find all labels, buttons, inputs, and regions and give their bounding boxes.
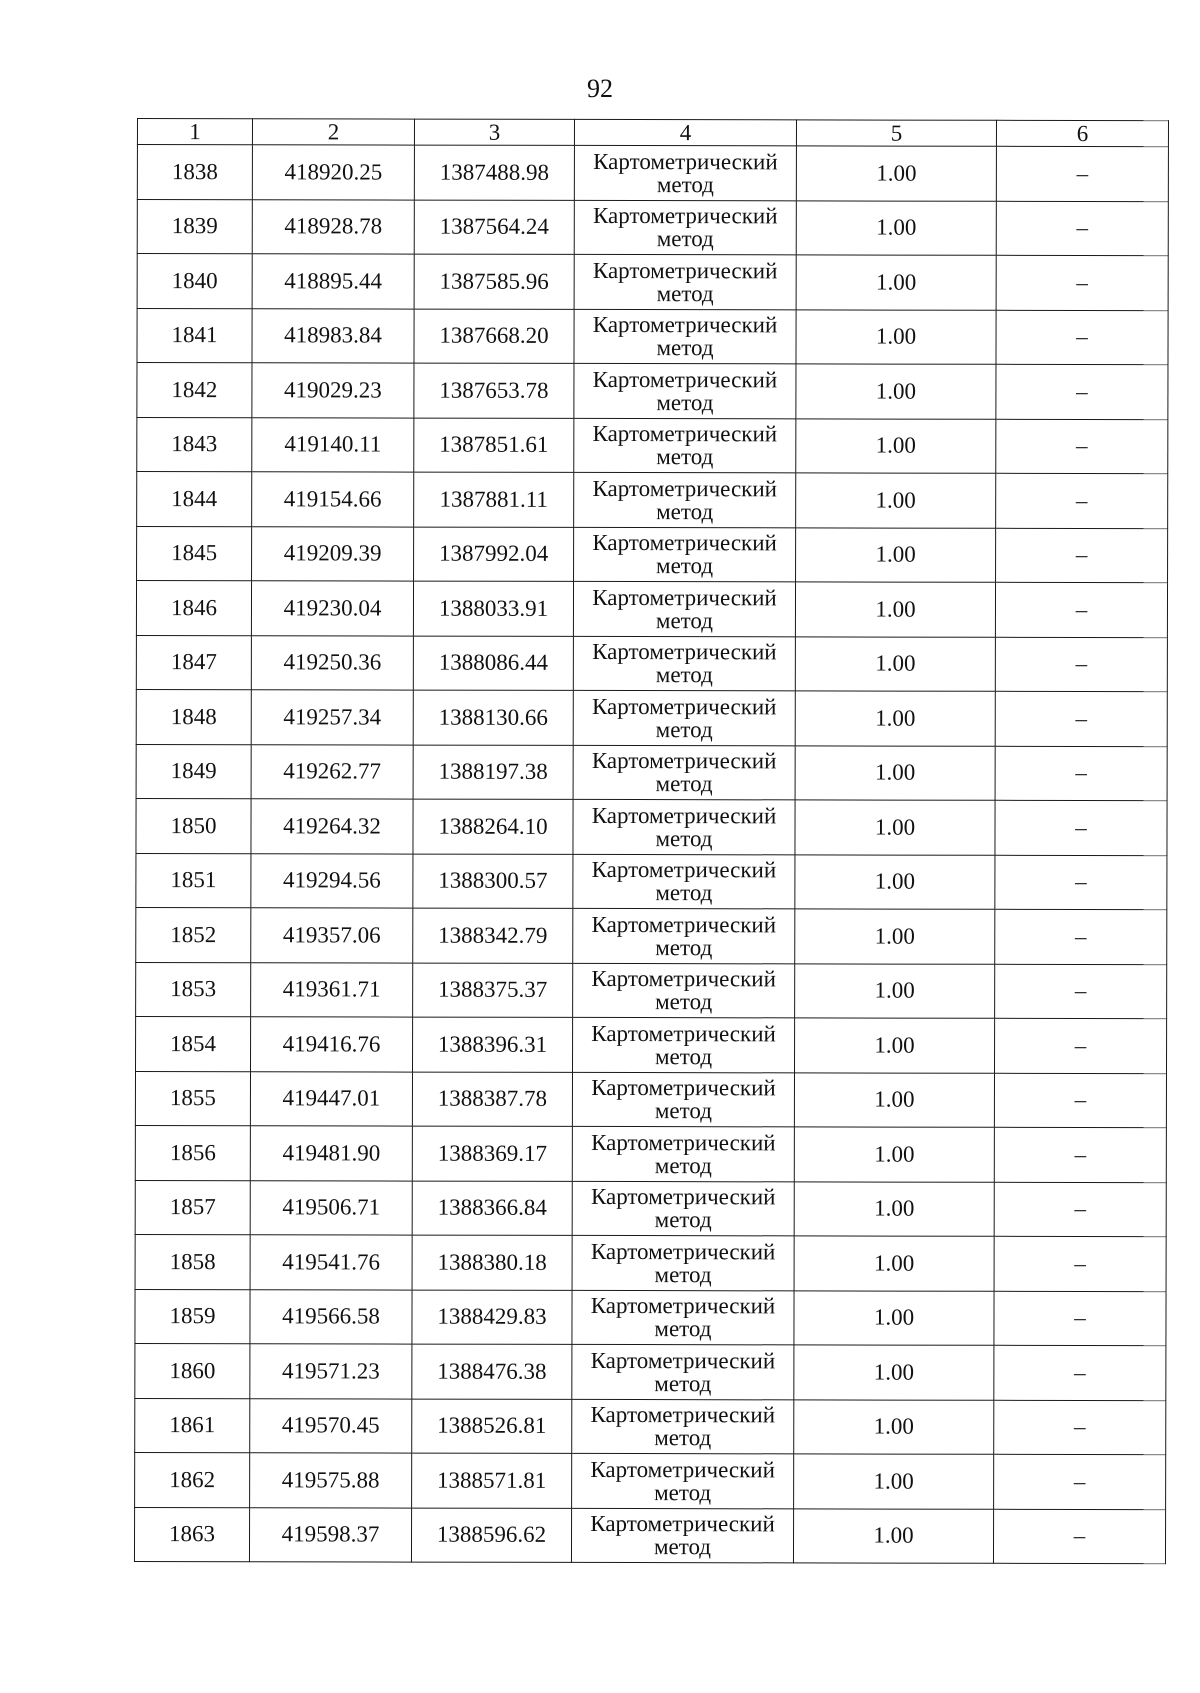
accuracy-cell: 1.00 [794, 1127, 994, 1182]
note-cell: – [995, 964, 1167, 1019]
y-coordinate-cell: 1387881.11 [414, 472, 574, 527]
method-label-line2: метод [654, 1316, 712, 1342]
y-coordinate-cell: 1387488.98 [414, 145, 574, 200]
x-coordinate-cell: 419294.56 [251, 853, 413, 908]
method-cell [572, 1126, 794, 1181]
note-cell: – [996, 201, 1168, 256]
y-coordinate-cell: 1388380.18 [412, 1235, 572, 1290]
note-cell: – [996, 528, 1168, 583]
y-coordinate-cell: 1388369.17 [412, 1126, 572, 1181]
method-cell [572, 1399, 794, 1454]
method-cell [574, 254, 796, 309]
accuracy-cell: 1.00 [793, 1508, 993, 1563]
point-number-cell: 1848 [136, 689, 251, 744]
method-cell [574, 472, 796, 527]
x-coordinate-cell: 419416.76 [251, 1017, 413, 1072]
y-coordinate-cell: 1388300.57 [413, 854, 573, 909]
accuracy-cell: 1.00 [795, 854, 995, 909]
accuracy-cell: 1.00 [794, 1290, 994, 1345]
method-label-line1: Картометрический [590, 1184, 776, 1210]
point-number-cell: 1857 [135, 1180, 250, 1235]
table-row [137, 145, 1168, 202]
point-number-cell: 1845 [137, 526, 252, 581]
method-label-line1: Картометрический [591, 857, 777, 883]
method-cell [574, 363, 796, 418]
method-label-line1: Картометрический [591, 1129, 776, 1156]
y-coordinate-cell: 1388197.38 [413, 745, 573, 800]
method-label-line1: Картометрический [590, 1402, 776, 1428]
table-row [136, 635, 1167, 692]
point-number-cell: 1840 [137, 254, 252, 309]
method-label-line2: метод [654, 1425, 712, 1451]
method-cell [571, 1508, 793, 1563]
note-cell: – [994, 1127, 1166, 1182]
accuracy-cell: 1.00 [795, 800, 995, 855]
y-coordinate-cell: 1388033.91 [413, 581, 573, 636]
method-cell [574, 200, 796, 255]
y-coordinate-cell: 1387851.61 [414, 418, 574, 473]
point-number-cell: 1838 [137, 145, 252, 200]
accuracy-cell: 1.00 [795, 582, 995, 637]
method-label-line2: метод [655, 989, 713, 1015]
note-cell: – [995, 637, 1167, 692]
method-label-line1: Картометрический [590, 1293, 776, 1319]
point-number-cell: 1853 [136, 962, 251, 1017]
table-row [137, 308, 1168, 365]
y-coordinate-cell: 1387668.20 [414, 309, 574, 364]
point-number-cell: 1859 [135, 1289, 250, 1344]
page-number: 92 [587, 74, 613, 103]
accuracy-cell: 1.00 [795, 636, 995, 691]
table-row [136, 853, 1167, 910]
method-label-line2: метод [656, 280, 714, 306]
method-label-line1: Картометрический [592, 257, 778, 284]
method-label-line2: метод [654, 1479, 712, 1505]
method-cell [573, 963, 795, 1018]
x-coordinate-cell: 419230.04 [251, 581, 413, 636]
method-cell [572, 1344, 794, 1399]
y-coordinate-cell: 1388086.44 [413, 636, 573, 691]
y-coordinate-cell: 1387585.96 [414, 254, 574, 309]
method-cell [572, 1290, 794, 1345]
method-cell [574, 527, 796, 582]
method-label-line1: Картометрический [590, 1238, 776, 1265]
point-number-cell: 1841 [137, 308, 252, 363]
method-label-line2: метод [654, 1152, 712, 1178]
x-coordinate-cell: 419481.90 [250, 1126, 412, 1181]
y-coordinate-cell: 1388571.81 [412, 1453, 572, 1508]
y-coordinate-cell: 1388375.37 [413, 963, 573, 1018]
method-label-line2: метод [656, 553, 714, 579]
y-coordinate-cell: 1388264.10 [413, 799, 573, 854]
method-cell [573, 745, 795, 800]
note-cell: – [994, 1454, 1166, 1509]
method-label-line1: Картометрический [590, 1511, 775, 1537]
method-cell [574, 145, 796, 200]
x-coordinate-cell: 418928.78 [252, 199, 414, 254]
note-cell: – [995, 582, 1167, 637]
x-coordinate-cell: 419541.76 [250, 1235, 412, 1290]
table-row [135, 1452, 1166, 1509]
method-label-line1: Картометрический [591, 1020, 776, 1047]
x-coordinate-cell: 419257.34 [251, 690, 413, 745]
method-cell [573, 581, 795, 636]
x-coordinate-cell: 419361.71 [251, 962, 413, 1017]
method-label-line2: метод [655, 662, 713, 688]
note-cell: – [994, 1182, 1166, 1237]
method-label-line2: метод [655, 607, 714, 633]
method-label-line1: Картометрический [592, 421, 778, 447]
y-coordinate-cell: 1388130.66 [413, 690, 573, 745]
method-label-line2: метод [654, 1261, 712, 1287]
method-label-line1: Картометрический [592, 584, 777, 611]
x-coordinate-cell: 419264.32 [251, 799, 413, 854]
y-coordinate-cell: 1388526.81 [412, 1399, 572, 1454]
method-label-line1: Картометрический [591, 802, 777, 829]
method-label-line2: метод [655, 825, 713, 851]
accuracy-cell: 1.00 [794, 1072, 994, 1127]
y-coordinate-cell: 1388366.84 [412, 1181, 572, 1236]
x-coordinate-cell: 418895.44 [252, 254, 414, 309]
method-cell [573, 854, 795, 909]
method-label-line2: метод [656, 171, 714, 197]
table-row [135, 1071, 1166, 1128]
point-number-cell: 1862 [135, 1452, 250, 1507]
method-cell [572, 1072, 794, 1127]
note-cell: – [996, 310, 1168, 365]
coordinates-table [134, 118, 1169, 1564]
table-row [137, 363, 1168, 420]
table-row [135, 1180, 1166, 1237]
y-coordinate-cell: 1387653.78 [414, 363, 574, 418]
point-number-cell: 1851 [136, 853, 251, 908]
accuracy-cell: 1.00 [796, 527, 996, 582]
note-cell: – [996, 364, 1168, 419]
method-label-line2: метод [656, 335, 714, 361]
column-header-3: 3 [414, 119, 574, 145]
x-coordinate-cell: 419250.36 [251, 635, 413, 690]
method-label-line2: метод [656, 498, 714, 524]
note-cell: – [994, 1291, 1166, 1346]
method-label-line1: Картометрический [590, 1456, 775, 1483]
method-label-line1: Картометрический [592, 312, 778, 338]
x-coordinate-cell: 419262.77 [251, 744, 413, 799]
note-cell: – [994, 1236, 1166, 1291]
x-coordinate-cell: 419571.23 [250, 1344, 412, 1399]
accuracy-cell: 1.00 [794, 1181, 994, 1236]
method-label-line1: Картометрический [590, 1347, 776, 1374]
note-cell: – [995, 1018, 1167, 1073]
accuracy-cell: 1.00 [796, 418, 996, 473]
method-label-line2: метод [654, 1370, 712, 1396]
method-label-line1: Картометрический [592, 530, 777, 556]
note-cell: – [994, 1400, 1166, 1455]
x-coordinate-cell: 418920.25 [252, 145, 414, 200]
method-cell [574, 309, 796, 364]
table-row [137, 254, 1168, 311]
point-number-cell: 1847 [136, 635, 251, 690]
table-row [137, 472, 1168, 529]
method-label-line2: метод [655, 934, 713, 960]
table-row [135, 1125, 1166, 1182]
method-label-line1: Картометрический [592, 475, 778, 502]
point-number-cell: 1846 [136, 581, 251, 636]
x-coordinate-cell: 419570.45 [250, 1398, 412, 1453]
accuracy-cell: 1.00 [796, 309, 996, 364]
y-coordinate-cell: 1387564.24 [414, 200, 574, 255]
method-label-line1: Картометрический [591, 693, 777, 720]
accuracy-cell: 1.00 [796, 200, 996, 255]
note-cell: – [996, 146, 1168, 201]
y-coordinate-cell: 1387992.04 [414, 527, 574, 582]
point-number-cell: 1858 [135, 1234, 250, 1289]
point-number-cell: 1849 [136, 744, 251, 799]
y-coordinate-cell: 1388396.31 [413, 1017, 573, 1072]
accuracy-cell: 1.00 [795, 691, 995, 746]
point-number-cell: 1844 [137, 472, 252, 527]
column-header-2: 2 [252, 119, 414, 145]
x-coordinate-cell: 419598.37 [249, 1507, 411, 1562]
accuracy-cell: 1.00 [794, 1345, 994, 1400]
method-label-line2: метод [654, 1043, 713, 1069]
table-row [136, 689, 1167, 746]
method-label-line1: Картометрический [592, 639, 777, 665]
method-label-line2: метод [655, 716, 713, 742]
method-cell [574, 418, 796, 473]
table-row [136, 581, 1167, 638]
accuracy-cell: 1.00 [795, 1018, 995, 1073]
x-coordinate-cell: 419154.66 [252, 472, 414, 527]
method-label-line2: метод [654, 1207, 712, 1233]
y-coordinate-cell: 1388476.38 [412, 1344, 572, 1399]
x-coordinate-cell: 419209.39 [252, 526, 414, 581]
header-row [137, 119, 1168, 147]
x-coordinate-cell: 419447.01 [250, 1071, 412, 1126]
method-label-line2: метод [656, 389, 714, 415]
table-row [136, 1016, 1167, 1073]
method-label-line1: Картометрический [593, 203, 778, 229]
x-coordinate-cell: 419357.06 [251, 908, 413, 963]
point-number-cell: 1850 [136, 798, 251, 853]
table-row [135, 1289, 1166, 1346]
y-coordinate-cell: 1388429.83 [412, 1290, 572, 1345]
point-number-cell: 1839 [137, 199, 252, 254]
method-label-line1: Картометрический [591, 966, 776, 992]
point-number-cell: 1860 [135, 1343, 250, 1398]
accuracy-cell: 1.00 [796, 364, 996, 419]
point-number-cell: 1842 [137, 363, 252, 418]
note-cell: – [993, 1509, 1165, 1564]
x-coordinate-cell: 419566.58 [250, 1289, 412, 1344]
method-label-line1: Картометрический [591, 911, 777, 938]
method-cell [572, 1235, 794, 1290]
table-body [134, 145, 1168, 1564]
method-cell [572, 1181, 794, 1236]
point-number-cell: 1861 [135, 1398, 250, 1453]
method-label-line2: метод [656, 226, 714, 252]
accuracy-cell: 1.00 [795, 745, 995, 800]
method-cell [573, 908, 795, 963]
accuracy-cell: 1.00 [795, 963, 995, 1018]
method-cell [573, 1017, 795, 1072]
table-row [134, 1507, 1165, 1564]
note-cell: – [995, 691, 1167, 746]
note-cell: – [995, 855, 1167, 910]
accuracy-cell: 1.00 [796, 255, 996, 310]
accuracy-cell: 1.00 [794, 1399, 994, 1454]
point-number-cell: 1843 [137, 417, 252, 472]
accuracy-cell: 1.00 [794, 1236, 994, 1291]
table-row [135, 1234, 1166, 1291]
column-header-1: 1 [137, 119, 252, 145]
column-header-5: 5 [796, 120, 996, 146]
method-cell [573, 799, 795, 854]
note-cell: – [994, 1345, 1166, 1400]
table-row [136, 907, 1167, 964]
point-number-cell: 1855 [135, 1071, 250, 1126]
column-header-4: 4 [574, 119, 796, 145]
table-row [137, 526, 1168, 583]
method-label-line2: метод [653, 1534, 712, 1560]
table-row [137, 199, 1168, 256]
method-label-line1: Картометрический [591, 1075, 776, 1101]
method-cell [572, 1453, 794, 1508]
table-header [137, 119, 1168, 147]
accuracy-cell: 1.00 [794, 1454, 994, 1509]
note-cell: – [995, 800, 1167, 855]
method-label-line2: метод [655, 880, 713, 906]
x-coordinate-cell: 418983.84 [252, 308, 414, 363]
y-coordinate-cell: 1388596.62 [411, 1508, 571, 1563]
method-label-line1: Картометрический [592, 366, 778, 393]
method-label-line2: метод [654, 1098, 712, 1124]
method-label-line2: метод [655, 771, 713, 797]
method-label-line1: Картометрический [593, 148, 778, 175]
method-cell [573, 636, 795, 691]
y-coordinate-cell: 1388342.79 [413, 908, 573, 963]
note-cell: – [995, 909, 1167, 964]
table-row [136, 962, 1167, 1019]
table-row [136, 744, 1167, 801]
y-coordinate-cell: 1388387.78 [412, 1072, 572, 1127]
method-label-line2: метод [656, 444, 714, 470]
accuracy-cell: 1.00 [796, 146, 996, 201]
table-row [136, 798, 1167, 855]
column-header-6: 6 [996, 120, 1168, 146]
method-label-line1: Картометрический [591, 748, 777, 774]
x-coordinate-cell: 419140.11 [252, 417, 414, 472]
note-cell: – [996, 255, 1168, 310]
table-row [135, 1398, 1166, 1455]
accuracy-cell: 1.00 [795, 909, 995, 964]
accuracy-cell: 1.00 [796, 473, 996, 528]
note-cell: – [996, 473, 1168, 528]
point-number-cell: 1854 [136, 1016, 251, 1071]
x-coordinate-cell: 419575.88 [250, 1453, 412, 1508]
note-cell: – [995, 746, 1167, 801]
point-number-cell: 1863 [134, 1507, 249, 1562]
table-row [137, 417, 1168, 474]
table-row [135, 1343, 1166, 1400]
note-cell: – [996, 419, 1168, 474]
point-number-cell: 1856 [135, 1125, 250, 1180]
x-coordinate-cell: 419029.23 [252, 363, 414, 418]
note-cell: – [994, 1073, 1166, 1128]
x-coordinate-cell: 419506.71 [250, 1180, 412, 1235]
point-number-cell: 1852 [136, 907, 251, 962]
method-cell [573, 690, 795, 745]
